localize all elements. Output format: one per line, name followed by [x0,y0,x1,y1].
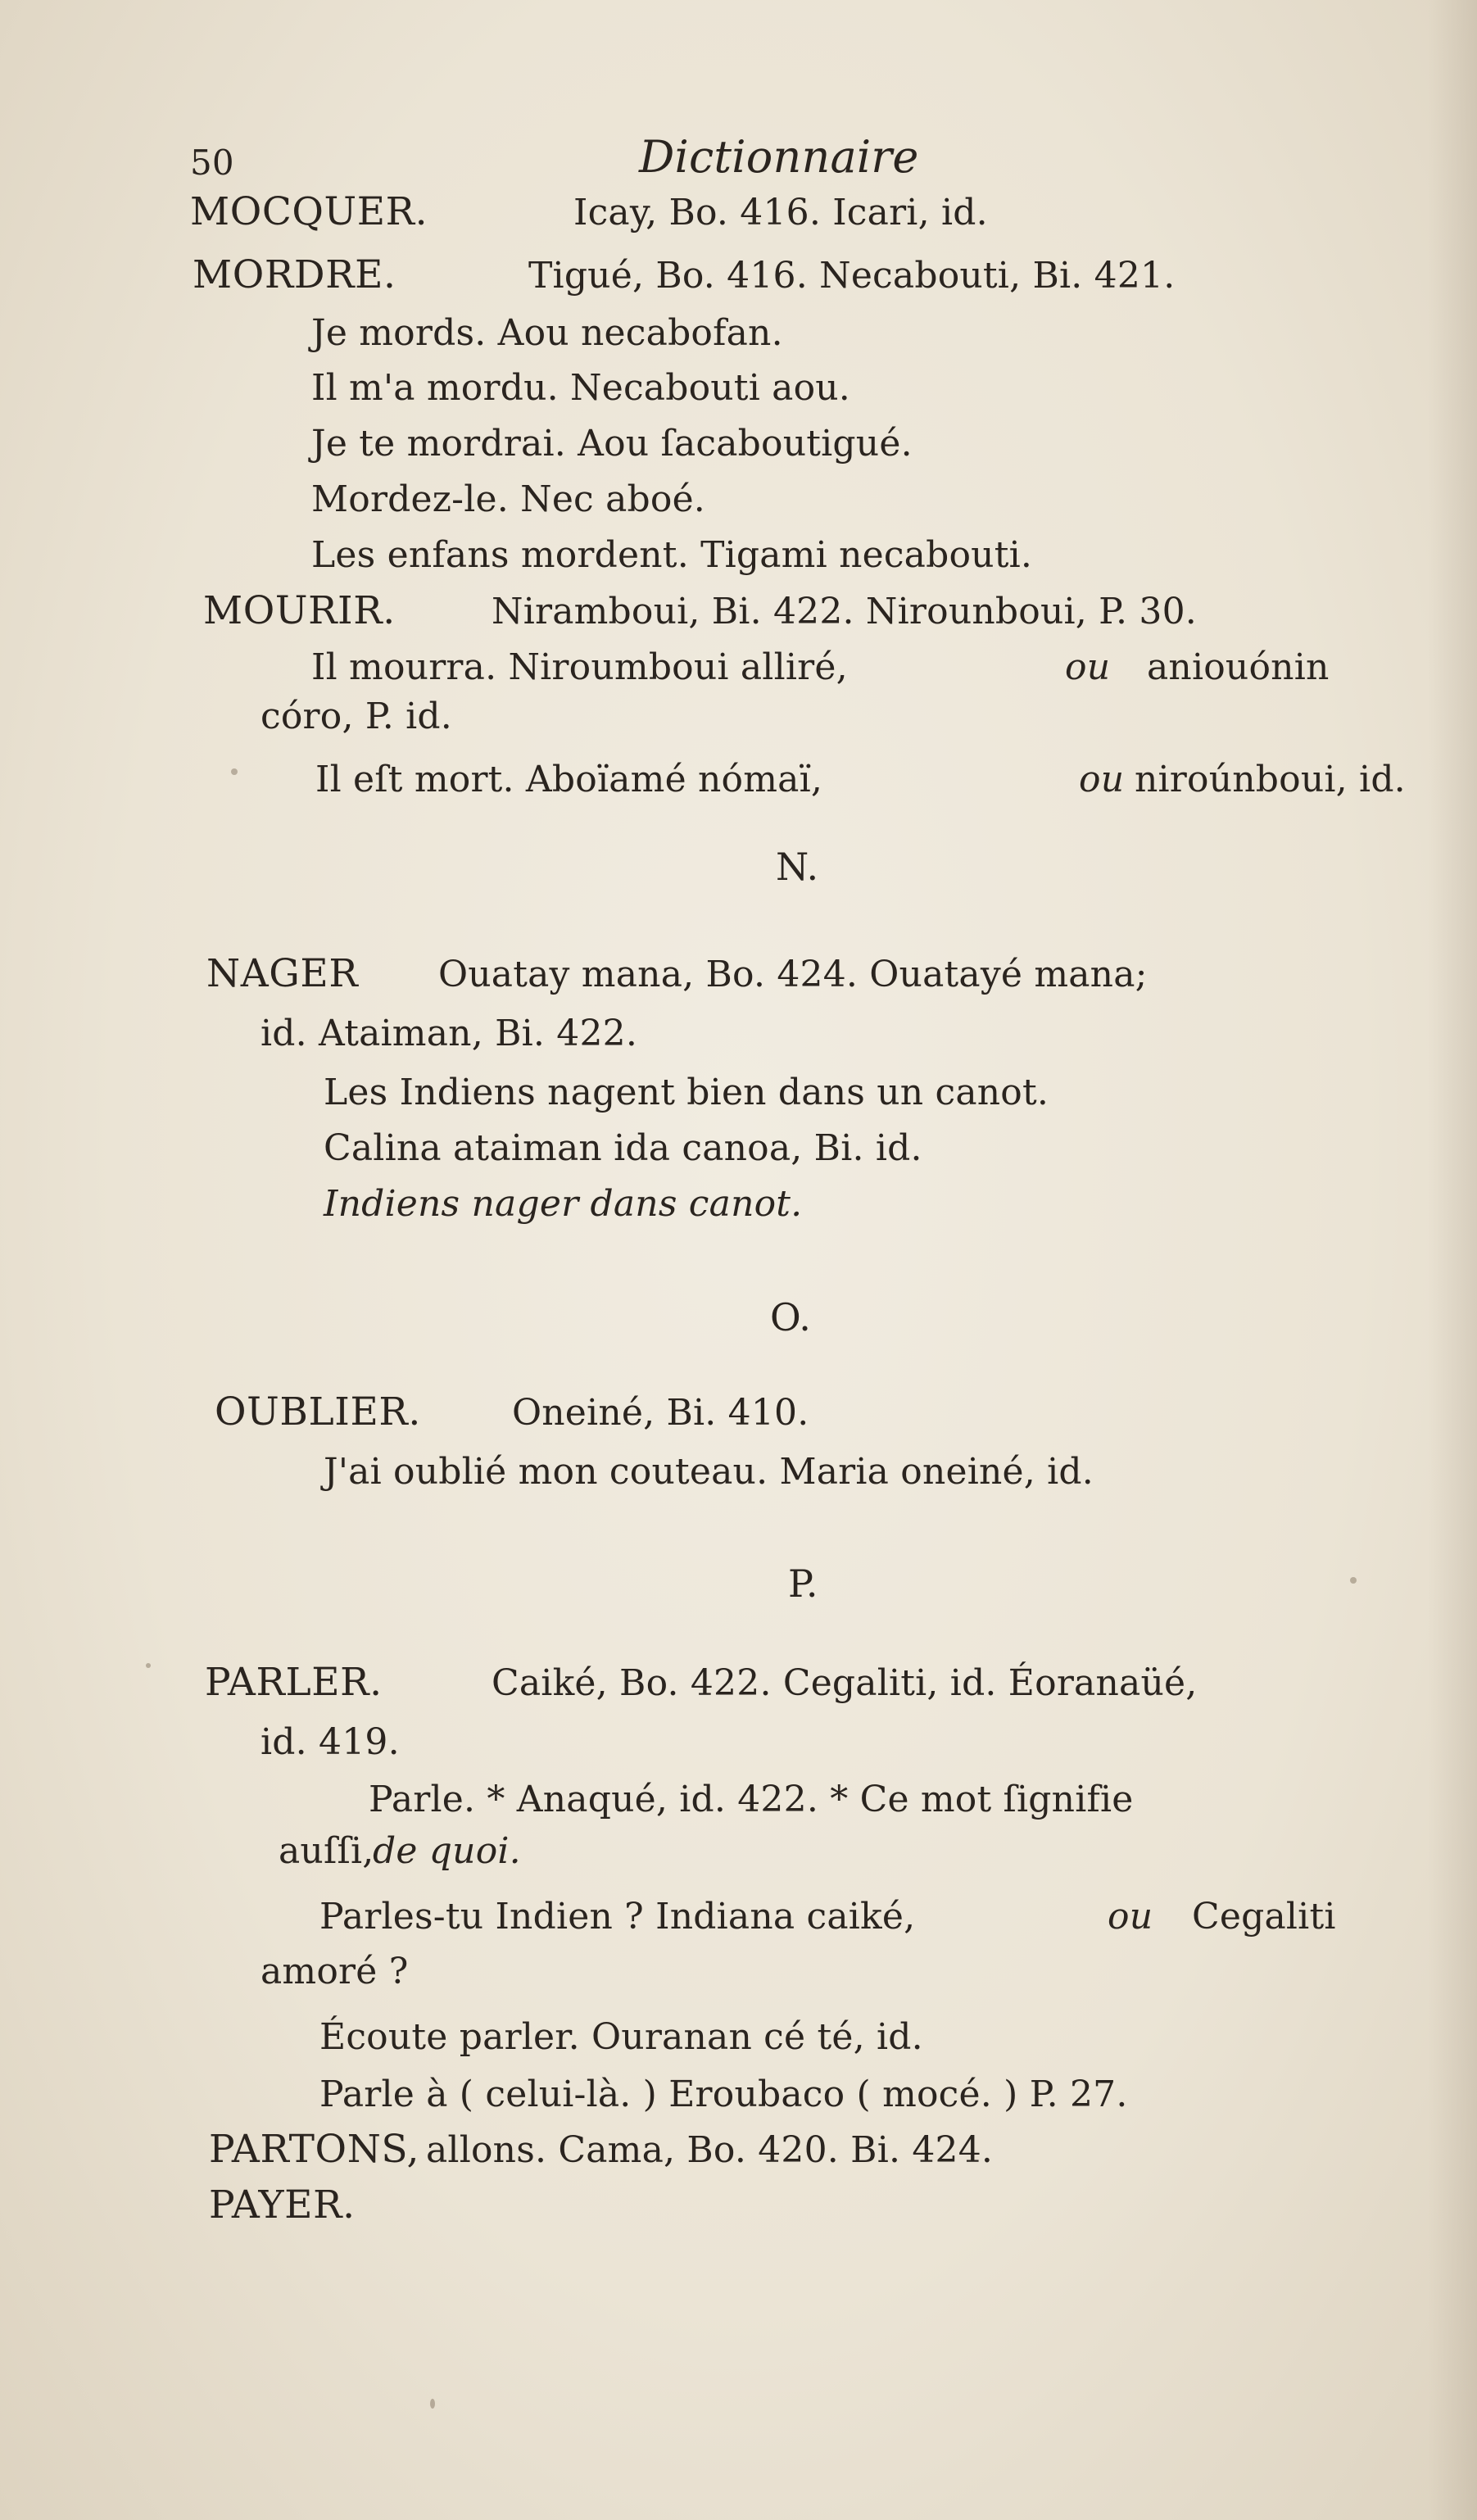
paper-speck [146,1663,151,1668]
entry-text: Ouatay mana, Bo. 424. Ouatayé mana; [438,954,1148,995]
paper-speck [1350,1577,1357,1584]
example-line: Il eſt mort. Aboïamé nómaï, [315,759,823,800]
entry-headword: MORDRE. [193,252,396,297]
entry-text: Tigué, Bo. 416. Necabouti, Bi. 421. [528,255,1176,297]
paper-speck [231,768,238,775]
section-letter: P. [788,1561,818,1606]
running-head-title: Dictionnaire [639,131,919,183]
entry-text: Caiké, Bo. 422. Cegaliti, id. Éoranaüé, [492,1662,1198,1704]
example-conjunction: ou [1065,646,1111,688]
entry-headword: MOURIR. [203,588,396,633]
example-line: Parles-tu Indien ? Indiana caiké, [319,1896,916,1938]
entry-headword: PARTONS, [209,2127,420,2172]
example-line: J'ai oublié mon couteau. Maria oneiné, id. [324,1451,1094,1493]
entry-headword: MOCQUER. [190,189,428,234]
example-line: Je te mordrai. Aou ſacaboutigué. [311,423,913,465]
entry-headword: NAGER [206,951,359,996]
entry-text: Niramboui, Bi. 422. Nirounboui, P. 30. [492,591,1197,632]
example-conjunction: ou [1079,759,1125,800]
entry-text: Oneiné, Bi. 410. [512,1392,809,1434]
section-letter: N. [776,845,819,889]
example-line: Écoute parler. Ouranan cé té, id. [319,2016,923,2058]
section-letter: O. [770,1295,812,1339]
example-line: Mordez-le. Nec aboé. [311,478,705,520]
example-line: Il mourra. Niroumboui alliré, [311,646,848,688]
entry-headword: PAYER. [209,2182,356,2228]
paper-speck [430,2399,435,2409]
entry-text-continued: id. Ataiman, Bi. 422. [261,1013,638,1054]
example-line: Parle. * Anaqué, id. 422. * Ce mot ſignifie [369,1779,1134,1820]
example-line: aniouónin [1147,646,1330,688]
example-gloss: Indiens nager dans canot. [324,1183,803,1225]
example-line: Calina ataiman ida canoa, Bi. id. [324,1127,922,1169]
example-line: niroúnboui, id. [1135,759,1406,800]
example-line-continued: amoré ? [261,1951,409,1992]
example-line: Les Indiens nagent bien dans un canot. [324,1072,1049,1113]
entry-text: Icay, Bo. 416. Icari, id. [573,192,988,233]
entry-headword: PARLER. [205,1660,383,1705]
example-line: Il m'a mordu. Necabouti aou. [311,367,850,409]
entry-text-continued: id. 419. [261,1721,400,1763]
example-conjunction: ou [1108,1896,1153,1938]
example-line-continued: auſſi, [279,1830,374,1872]
example-line: Je mords. Aou necabofan. [311,312,783,354]
entry-text: allons. Cama, Bo. 420. Bi. 424. [426,2129,994,2171]
example-line: Cegaliti [1192,1896,1336,1938]
page-number: 50 [190,143,234,183]
example-gloss: de quoi. [373,1830,521,1872]
example-line: Les enfans mordent. Tigami necabouti. [311,534,1033,576]
entry-headword: OUBLIER. [215,1389,421,1434]
example-line-continued: córo, P. id. [261,696,452,737]
example-line: Parle à ( celui-là. ) Eroubaco ( mocé. ) P. 27. [319,2074,1128,2115]
page-gutter-shadow [1428,0,1477,2520]
